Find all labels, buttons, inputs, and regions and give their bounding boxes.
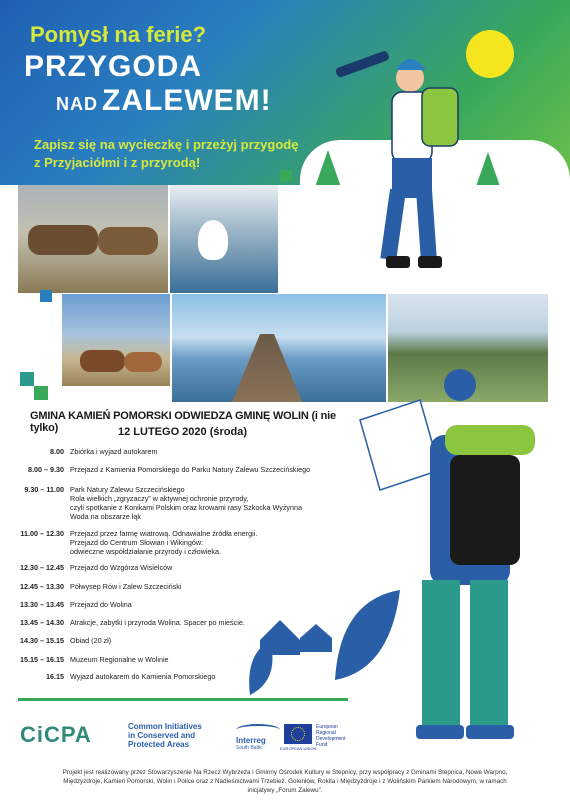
schedule-desc-line: Wyjazd autokarem do Kamienia Pomorskiego — [70, 672, 216, 681]
schedule-time: 14.30 – 15.15 — [20, 636, 64, 645]
schedule-desc-line: czyli spotkanie z Konikami Polskim oraz krowami rasy Szkocka Wyżynna — [70, 503, 303, 512]
schedule-desc-line: Obiad (20 zł) — [70, 636, 112, 645]
fineprint-line-1: Projekt jest realizowany przez Stowarzyszenie Na Rzecz Wybrzeża i Gminny Ośrodek Kultury w Stepnicy, przy współpracy z Gminami Stepnica, Nowe Warpno, — [62, 769, 508, 776]
title-line-2 — [56, 84, 272, 118]
header-banner — [0, 0, 570, 185]
title-line-2-small: NAD — [56, 94, 98, 114]
tree-right-shape — [474, 152, 502, 185]
subtitle-line-1: Zapisz się na wycieczkę i przeżyj przygodę — [34, 137, 299, 152]
eu-flag-icon — [284, 724, 312, 744]
deco-square-blue — [40, 290, 52, 302]
schedule-time: 16.15 — [46, 672, 64, 681]
cicpa-sub-1: Common Initiatives — [128, 722, 202, 731]
erdf-line-4: Fund — [316, 742, 328, 748]
deco-square-teal — [20, 372, 34, 386]
interreg-wave-icon — [236, 724, 280, 736]
schedule-desc-line: Zbiórka i wyjazd autokarem — [70, 447, 158, 456]
leaves-decoration — [240, 560, 410, 700]
title-line-2-big: ZALEWEM! — [102, 84, 272, 117]
cicpa-logo: CiCPA — [20, 722, 92, 747]
fineprint-line-2: Międzyzdroje, Kamień Pomorski, Wolin i Police oraz z Nadleśnictwami Trzebież, Goleniów, Rokita i Międzyzdroje i z Wolińskim Parkiem Narodowym, w ramach — [63, 778, 507, 785]
schedule-desc-line: odwieczne współdziałanie przyrody i człowieka. — [70, 547, 222, 556]
schedule-time: 13.30 – 13.45 — [20, 600, 64, 609]
event-date: 12 LUTEGO 2020 (środa) — [118, 426, 247, 438]
interreg-label: Interreg — [236, 736, 266, 745]
schedule-desc — [70, 529, 370, 556]
erdf-text — [316, 724, 345, 748]
erdf-line-2: Regional — [316, 730, 336, 736]
schedule-desc-line: Woda na obszarze łąk — [70, 512, 141, 521]
schedule-desc-line: Półwysep Rów i Zalew Szczeciński — [70, 582, 182, 591]
interreg-sub: South Baltic — [236, 745, 263, 751]
cicpa-sub-2: in Conserved and — [128, 731, 196, 740]
subtitle-line-2: z Przyjaciółmi i z przyrodą! — [34, 155, 201, 170]
schedule-time: 11.00 – 12.30 — [20, 529, 64, 538]
photo-seagull — [170, 185, 278, 293]
photo-cows — [62, 294, 170, 386]
schedule-desc-line: Przejazd do Wzgórza Wisielców — [70, 563, 173, 572]
schedule-time: 12.45 – 13.30 — [20, 582, 64, 591]
schedule-desc-line: Przejazd z Kamienia Pomorskiego do Parku Natury Zalewu Szczecińskiego — [70, 465, 311, 474]
schedule-desc-line: Muzeum Regionalne w Wolinie — [70, 655, 169, 664]
schedule-time: 15.15 – 16.15 — [20, 655, 64, 664]
footer-divider — [18, 698, 348, 701]
fineprint — [20, 768, 550, 795]
photo-horses — [18, 185, 168, 293]
title-line-1: PRZYGODA — [24, 50, 203, 83]
schedule-desc-line: Rola wielkich „zgryzaczy” w aktywnej ochronie przyrody, — [70, 494, 249, 503]
schedule-time: 8.00 — [50, 447, 64, 456]
erdf-line-1: European — [316, 724, 338, 730]
schedule-desc-line: Przejazd do Wolina — [70, 600, 132, 609]
schedule-desc — [70, 485, 370, 521]
fineprint-line-3: inicjatywy „Forum Zalewu”. — [247, 787, 323, 794]
deco-square-green-2 — [34, 386, 48, 400]
schedule-desc-line: Przejazd do Centrum Słowian i Wikingów: — [70, 538, 204, 547]
deco-square-green — [280, 170, 292, 182]
cicpa-sub-3: Protected Areas — [128, 740, 190, 749]
erdf-line-3: Development — [316, 736, 346, 742]
interreg-logo — [236, 724, 280, 751]
event-heading: GMINA KAMIEŃ POMORSKI ODWIEDZA GMINĘ WOLIN (i nie tylko) — [30, 410, 336, 434]
schedule-time: 13.45 – 14.30 — [20, 618, 64, 627]
sun-shape — [466, 30, 514, 78]
schedule-desc — [70, 447, 370, 456]
schedule-time: 8.00 – 9.30 — [28, 465, 64, 474]
tagline: Pomysł na ferie? — [30, 22, 207, 47]
schedule-desc — [70, 465, 370, 474]
schedule-desc-line: Atrakcje, zabytki i przyroda Wolina. Spacer po mieście. — [70, 618, 245, 627]
cicpa-subtitle — [128, 722, 202, 749]
hiker-illustration-top — [330, 30, 470, 280]
schedule-desc-line: Przejazd przez farmę wiatrową. Odnawialne źródła energii. — [70, 529, 258, 538]
schedule-desc-line: Park Natury Zalewu Szczecińskiego — [70, 485, 185, 494]
eu-label: EUROPEAN UNION — [280, 746, 317, 751]
schedule-time: 12.30 – 12.45 — [20, 563, 64, 572]
schedule-time: 9.30 – 11.00 — [24, 485, 64, 494]
